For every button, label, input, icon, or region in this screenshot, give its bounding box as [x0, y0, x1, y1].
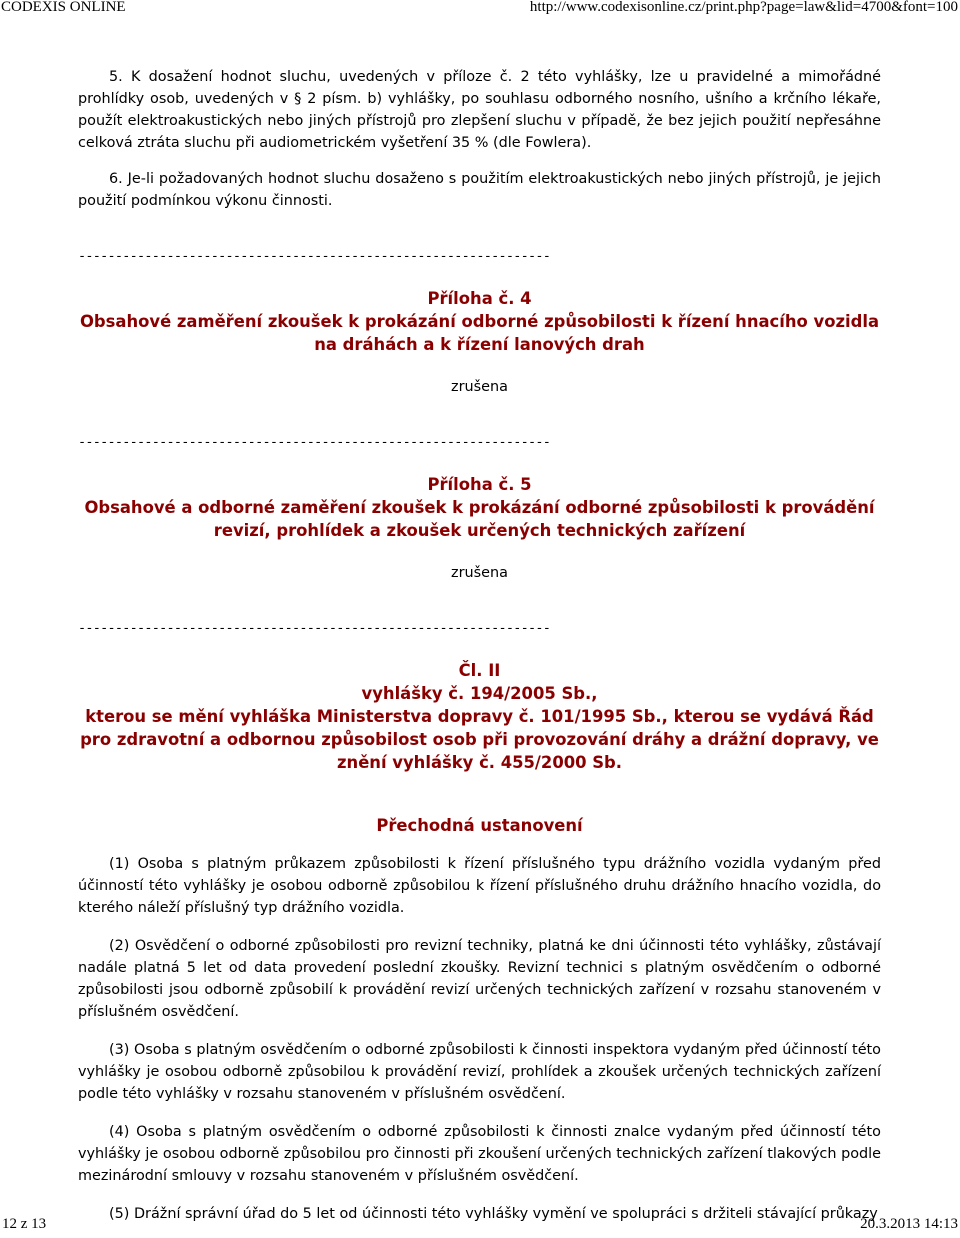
transitional-provisions-title: Přechodná ustanovení: [376, 816, 583, 835]
article-2-amendment: kterou se mění vyhláška Ministerstva dopravy č. 101/1995 Sb., kterou se vydává Řád pro zdravotní a odbornou způsobilost osob při provozování dráhy a drážní dopravy, ve znění vyhlášky č. 455/2000 Sb.: [80, 707, 879, 772]
paragraph-6: 6. Je-li požadovaných hodnot sluchu dosaženo s použitím elektroakustických nebo jiných přístrojů, je jejich použití podmínkou výkonu činnosti.: [78, 171, 881, 209]
annex-5-status: zrušena: [451, 565, 508, 581]
paragraph-5: 5. K dosažení hodnot sluchu, uvedených v příloze č. 2 této vyhlášky, lze u pravidelné a mimořádné prohlídky osob, uvedených v § 2 písm. b) vyhlášky, po souhlasu odborného nosního, ušního a krčního lékaře, použít elektroakustických nebo jiných přístrojů pro zlepšení sluchu v případě, že bez jejich použití nepřesáhne celková ztráta sluchu při audiometrickém vyšetření 35 % (dle Fowlera).: [78, 69, 881, 151]
page-url[interactable]: http://www.codexisonline.cz/print.php?page=law&lid=4700&font=100: [529, 0, 958, 15]
transitional-paragraph-4: (4) Osoba s platným osvědčením o odborné způsobilosti k činnosti znalce vydaným před účinností této vyhlášky je osobou odborně způsobilou pro činnosti při zkoušení určených technických zařízení tlakových podle mezinárodní smlouvy v rozsahu stanoveném v příslušném osvědčení.: [78, 1124, 881, 1185]
page-counter: 12 z 13: [2, 1216, 47, 1232]
transitional-paragraph-3: (3) Osoba s platným osvědčením o odborné způsobilosti k činnosti inspektora vydaným před účinností této vyhlášky je osobou odborně způsobilou k provádění revizí, prohlídek a zkoušek určených technických zařízení podle této vyhlášky v rozsahu stanoveném v příslušném osvědčení.: [78, 1042, 881, 1103]
transitional-paragraph-1: (1) Osoba s platným průkazem způsobilosti k řízení příslušného typu drážního vozidla vydaným před účinností této vyhlášky je osobou odborně způsobilou k řízení příslušného druhu drážního hnacího vozidla, do kterého náleží příslušný typ drážního vozidla.: [78, 856, 881, 917]
divider: ----------------------------------------------------------------: [78, 620, 551, 636]
annex-4-title: Příloha č. 4: [427, 289, 532, 308]
article-2-decree: vyhlášky č. 194/2005 Sb.,: [361, 684, 598, 703]
print-footer: [0, 1216, 960, 1238]
print-header: [0, 0, 960, 20]
print-datetime: 20.3.2013 14:13: [860, 1216, 958, 1232]
document-body: [78, 66, 881, 1225]
annex-5-title: Příloha č. 5: [427, 475, 532, 494]
transitional-paragraph-5: (5) Drážní správní úřad do 5 let od účinnosti této vyhlášky vymění ve spolupráci s držiteli stávající průkazy: [109, 1206, 878, 1223]
annex-5-subtitle: Obsahové a odborné zaměření zkoušek k prokázání odborné způsobilosti k provádění revizí, prohlídek a zkoušek určených technických zařízení: [84, 498, 875, 540]
article-2-title: Čl. II: [458, 661, 501, 680]
transitional-paragraph-2: (2) Osvědčení o odborné způsobilosti pro revizní techniky, platná ke dni účinnosti této vyhlášky, zůstávají nadále platná 5 let od data provedení poslední zkoušky. Revizní technici s platným osvědčením o odborné způsobilosti jsou odborně způsobilí k provádění revizí určených technických zařízení v rozsahu stanoveném v příslušném osvědčení.: [78, 938, 881, 1021]
divider: ----------------------------------------------------------------: [78, 434, 551, 450]
site-name: CODEXIS ONLINE: [1, 0, 126, 15]
annex-4-subtitle: Obsahové zaměření zkoušek k prokázání odborné způsobilosti k řízení hnacího vozidla na dráhách a k řízení lanových drah: [79, 312, 880, 354]
divider: ----------------------------------------------------------------: [78, 248, 551, 264]
annex-4-status: zrušena: [451, 379, 508, 395]
